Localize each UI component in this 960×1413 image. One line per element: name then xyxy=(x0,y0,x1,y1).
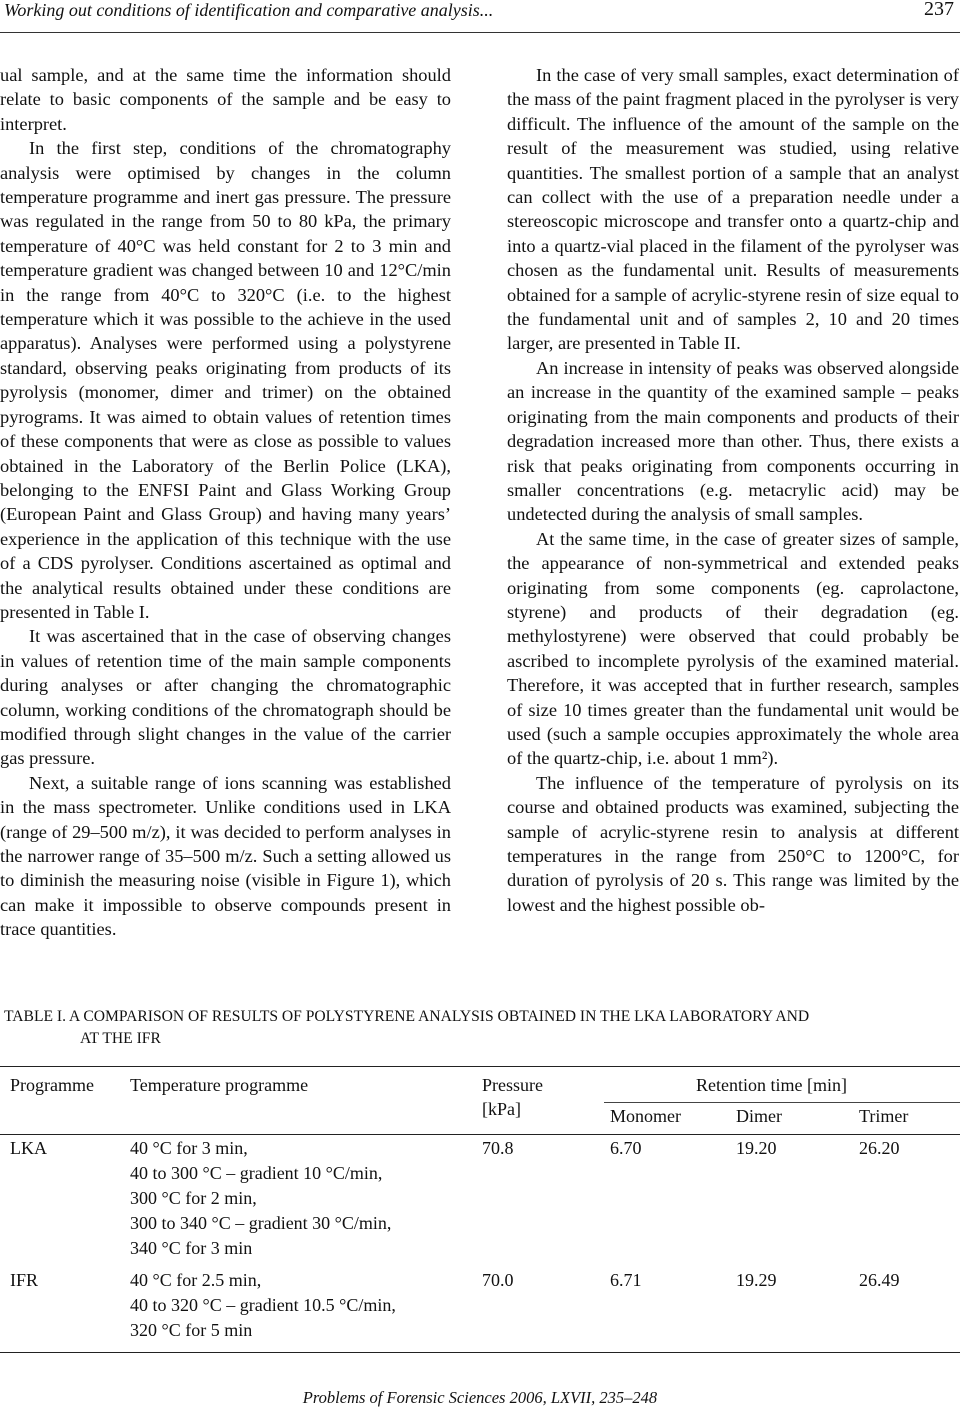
temperature-line: 320 °C for 5 min xyxy=(130,1320,253,1340)
column-header-monomer: Monomer xyxy=(610,1106,681,1126)
footer-citation: Problems of Forensic Sciences 2006, LXVII, 235–248 xyxy=(302,1388,658,1407)
cell-programme: LKA xyxy=(10,1138,47,1158)
table-caption-line: AT THE IFR xyxy=(80,1030,161,1047)
table-caption xyxy=(4,1006,954,1050)
paragraph: In the first step, conditions of the chromatography analysis were optimised by changes in the column temperature programme and inert gas pressure. The pressure was regulated in the range from 50 to 80 kPa, the primary temperature of 40°C was held constant for 2 to 3 min and temperature gradient was changed between 10 and 12°C/min in the range from 40°C to 320°C (i.e. to the highest temperature which it was possible to the achieve in the used apparatus). Analyses were performed using a polystyrene standard, observing peaks originating from products of its pyrolysis (monomer, dimer and trimer) on the obtained pyrograms. It was aimed to obtain values of retention times of these components that were as close as possible to values obtained in the Laboratory of the Berlin Police (LKA), belonging to the ENFSI Paint and Glass Working Group (European Paint and Glass Group) and having many years’ experience in the application of this technique with the use of a CDS pyrolyser. Conditions ascertained as optimal and the analytical results obtained under these conditions are presented in Table I. xyxy=(0,138,451,622)
cell-dimer: 19.29 xyxy=(736,1270,777,1290)
column-header-pressure-unit: [kPa] xyxy=(482,1099,521,1119)
temperature-line: 300 °C for 2 min, xyxy=(130,1188,257,1208)
paragraph: The influence of the temperature of pyrolysis on its course and obtained products was examined, subjecting the sample of acrylic-styrene resin to analysis at different temperatures in the range from 250°C to 1200°C, for duration of pyrolysis of 20 s. This range was limited by the lowest and the highest possible ob- xyxy=(507,772,959,915)
paragraph: At the same time, in the case of greater sizes of sample, the appearance of non-symmetrical and extended peaks originating from some components (eg. caprolactone, styrene) and products of their degradation (eg. methylostyrene) were observed that could probably be ascribed to incomplete pyrolysis of the examined material. Therefore, it was accepted that in further research, samples of size 10 times greater than the fundamental unit would be used (such a sample occupies approximately the whole area of the quartz-chip, i.e. about 1 mm²). xyxy=(507,528,959,769)
column-header-retention-time: Retention time [min] xyxy=(696,1075,847,1095)
temperature-line: 300 to 340 °C – gradient 30 °C/min, xyxy=(130,1213,392,1233)
column-header-pressure-line: Pressure xyxy=(482,1075,543,1095)
left-column xyxy=(0,63,451,942)
cell-trimer: 26.20 xyxy=(859,1138,900,1158)
cell-pressure: 70.8 xyxy=(482,1138,514,1158)
page-number: 237 xyxy=(924,0,954,20)
column-header-pressure xyxy=(482,1073,543,1121)
table-caption-line: TABLE I. A COMPARISON OF RESULTS OF POLYSTYRENE ANALYSIS OBTAINED IN THE LKA LABORATORY AND xyxy=(4,1008,810,1025)
temperature-line: 40 to 320 °C – gradient 10.5 °C/min, xyxy=(130,1295,396,1315)
running-header xyxy=(0,0,960,26)
column-header-temperature-programme: Temperature programme xyxy=(130,1075,309,1095)
cell-pressure: 70.0 xyxy=(482,1270,514,1290)
paragraph: In the case of very small samples, exact determination of the mass of the paint fragment placed in the pyrolyser is very difficult. The influence of the amount of the sample on the result of the measurement was studied, using relative quantities. The smallest portion of a sample that an analyst can collect with the use of a preparation needle under a stereoscopic microscope and transfer onto a quartz-chip and into a quartz-vial placed in the filament of the pyrolyser was chosen as the fundamental unit. Results of measurements obtained for a sample of acrylic-styrene resin of size equal to the fundamental unit and of samples 2, 10 and 20 times larger, are presented in Table II. xyxy=(507,65,959,354)
column-header-trimer: Trimer xyxy=(859,1106,909,1126)
temperature-line: 40 to 300 °C – gradient 10 °C/min, xyxy=(130,1163,383,1183)
table-header-rule xyxy=(0,1134,960,1135)
running-title: Working out conditions of identification and comparative analysis... xyxy=(4,0,494,20)
column-header-dimer: Dimer xyxy=(736,1106,782,1126)
paragraph: ual sample, and at the same time the information should relate to basic components of the sample and be easy to interpret. xyxy=(0,65,451,134)
cell-temperature-programme xyxy=(130,1268,396,1343)
paragraph: Next, a suitable range of ions scanning was established in the mass spectrometer. Unlike conditions used in LKA (range of 29–500 m/z), it was decided to perform analyses in the narrower range of 35–500 m/z. Such a setting allowed us to diminish the measuring noise (visible in Figure 1), which can make it impossible to observe compounds present in trace quantities. xyxy=(0,772,451,940)
temperature-line: 40 °C for 3 min, xyxy=(130,1138,248,1158)
temperature-line: 340 °C for 3 min xyxy=(130,1238,253,1258)
table-bottom-rule xyxy=(0,1352,960,1353)
paragraph: It was ascertained that in the case of observing changes in values of retention time of the main sample components during analyses or after changing the chromatographic column, working conditions of the chromatograph should be modified through slight changes in the value of the carrier gas pressure. xyxy=(0,626,451,769)
cell-dimer: 19.20 xyxy=(736,1138,777,1158)
cell-monomer: 6.71 xyxy=(610,1270,642,1290)
cell-monomer: 6.70 xyxy=(610,1138,642,1158)
header-rule xyxy=(0,32,960,33)
temperature-line: 40 °C for 2.5 min, xyxy=(130,1270,262,1290)
cell-temperature-programme xyxy=(130,1136,391,1261)
right-column xyxy=(507,63,959,917)
table-top-rule xyxy=(0,1066,960,1067)
cell-programme: IFR xyxy=(10,1270,39,1290)
table-subheader-rule xyxy=(604,1102,960,1103)
paragraph: An increase in intensity of peaks was observed alongside an increase in the quantity of the examined sample – peaks originating from the main components and products of their degradation increased more than other. Thus, there exists a risk that peaks originating from components occurring in smaller concentrations (e.g. metacrylic acid) may be undetected during the analysis of small samples. xyxy=(507,357,959,525)
column-header-programme: Programme xyxy=(10,1075,94,1095)
cell-trimer: 26.49 xyxy=(859,1270,900,1290)
